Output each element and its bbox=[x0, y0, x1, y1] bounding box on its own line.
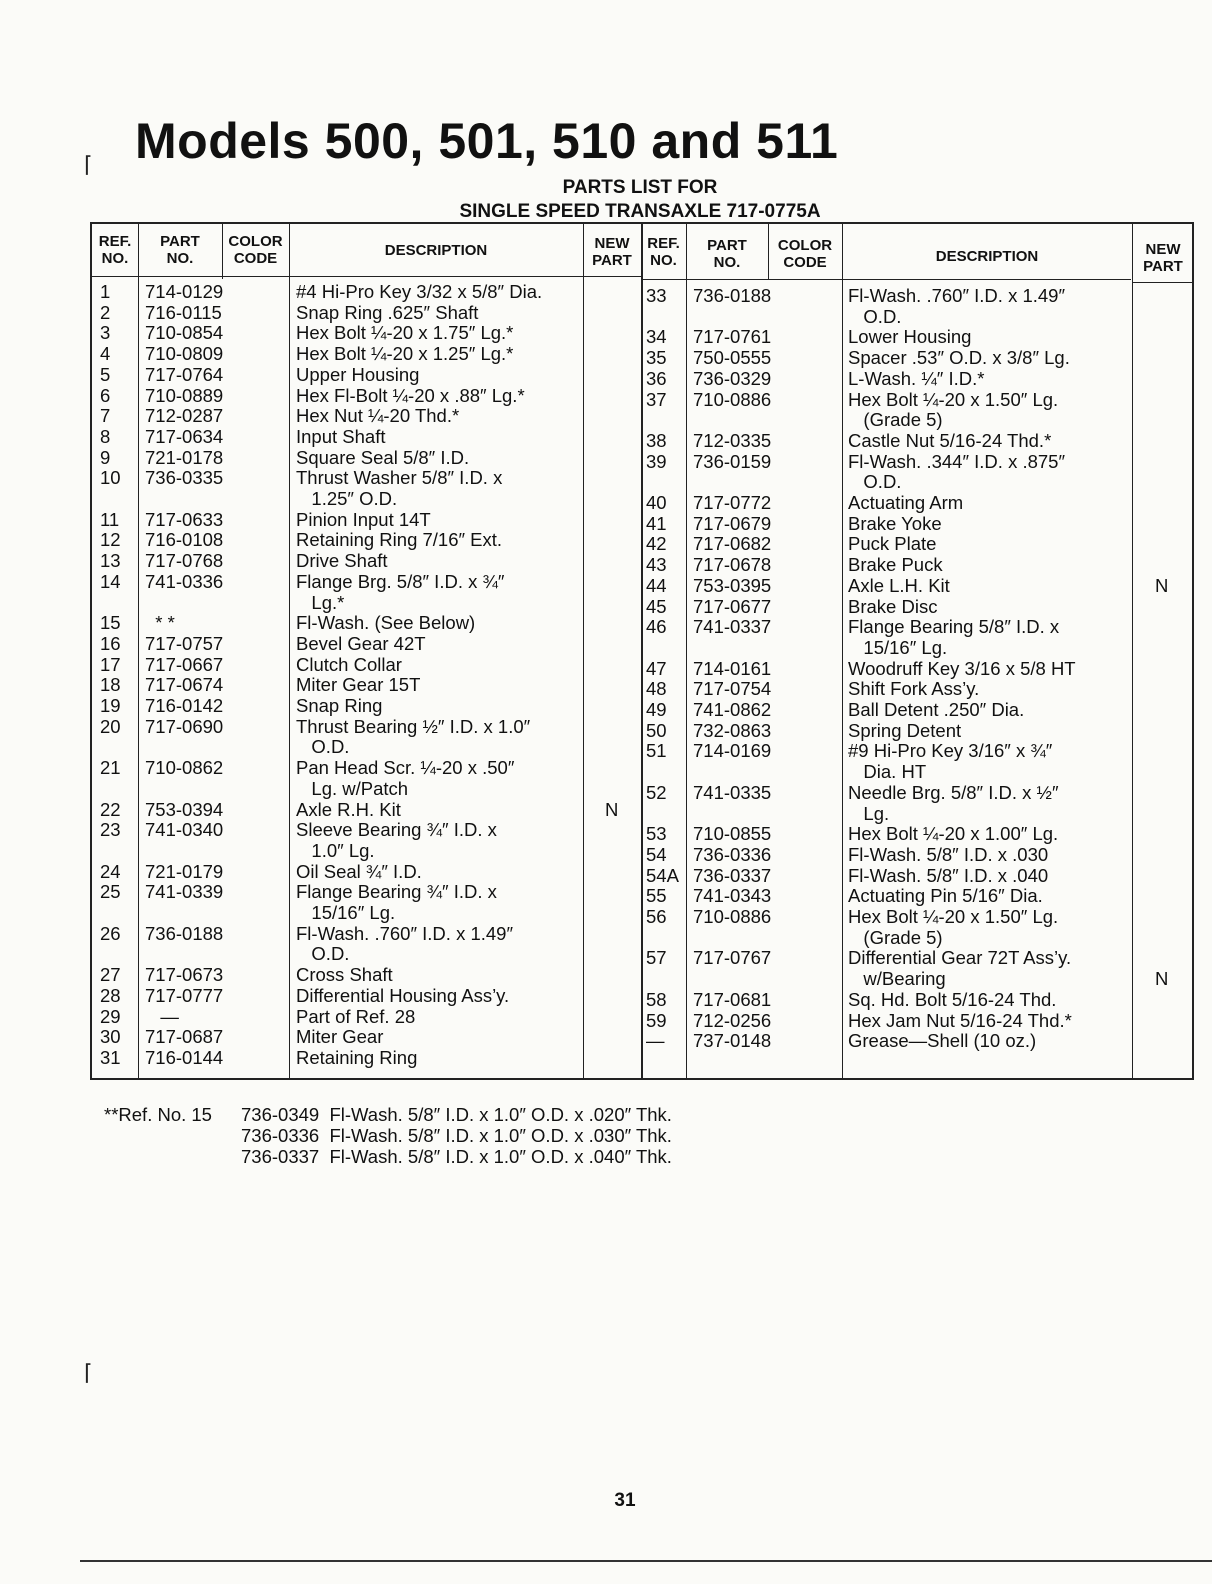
part-no-cell: 741-0339 bbox=[145, 881, 224, 903]
part-no-cell: 736-0159 bbox=[693, 450, 772, 472]
description-cell: 1.25″ O.D. bbox=[296, 488, 398, 509]
ref-cell: 57 bbox=[646, 947, 667, 969]
table-row bbox=[92, 369, 1192, 390]
subtitle-line-1: PARTS LIST FOR bbox=[562, 177, 718, 198]
ref-cell: 54A bbox=[646, 864, 679, 886]
ref-cell: 59 bbox=[646, 1009, 667, 1031]
description-cell: Lg. w/Patch bbox=[296, 777, 409, 799]
scan-mark-bottom: ⌈ bbox=[84, 1360, 93, 1385]
table-row bbox=[92, 555, 1192, 576]
header-description: DESCRIPTION bbox=[384, 241, 488, 259]
description-cell: Retaining Ring bbox=[296, 1046, 418, 1068]
part-no-cell: 717-0673 bbox=[145, 964, 224, 986]
description-cell: 1.0″ Lg. bbox=[296, 839, 375, 861]
page-title: Models 500, 501, 510 and 511 bbox=[135, 113, 839, 169]
ref-cell: 14 bbox=[100, 570, 121, 592]
description-cell: Lower Housing bbox=[848, 326, 972, 348]
description-cell: Bevel Gear 42T bbox=[296, 632, 426, 654]
ref-cell: 10 bbox=[100, 467, 121, 489]
description-cell: L-Wash. ¼″ I.D.* bbox=[848, 367, 985, 389]
ref-cell: 51 bbox=[646, 740, 667, 762]
ref-cell: 39 bbox=[646, 450, 667, 472]
description-cell: Hex Bolt ¼-20 x 1.50″ Lg. bbox=[848, 388, 1059, 410]
ref-cell: 46 bbox=[646, 616, 667, 638]
part-no-cell: 736-0329 bbox=[693, 367, 772, 389]
ref-cell: 21 bbox=[100, 757, 121, 779]
description-cell: Hex Nut ¼-20 Thd.* bbox=[296, 405, 460, 427]
part-no-cell: 717-0772 bbox=[693, 492, 772, 513]
header-ref-no: REF. NO. bbox=[98, 233, 132, 267]
description-cell: Part of Ref. 28 bbox=[296, 1005, 416, 1027]
description-cell: Actuating Arm bbox=[848, 492, 964, 513]
description-cell: Oil Seal ¾″ I.D. bbox=[296, 860, 422, 882]
ref-cell: 31 bbox=[100, 1046, 121, 1068]
table-row bbox=[92, 617, 1192, 638]
part-no-cell: 721-0178 bbox=[145, 446, 224, 468]
part-no-cell: 741-0335 bbox=[693, 781, 772, 803]
part-no-cell: 717-0764 bbox=[145, 363, 224, 385]
description-cell: Flange Brg. 5/8″ I.D. x ¾″ bbox=[296, 570, 505, 592]
part-no-cell: 717-0674 bbox=[145, 674, 224, 696]
part-no-cell: 716-0108 bbox=[145, 529, 224, 551]
ref-cell: 13 bbox=[100, 550, 121, 572]
description-cell: 15/16″ Lg. bbox=[296, 902, 396, 923]
description-cell: Spacer .53″ O.D. x 3/8″ Lg. bbox=[848, 347, 1070, 369]
description-cell: Hex Bolt ¼-20 x 1.25″ Lg.* bbox=[296, 343, 514, 365]
table-row bbox=[92, 700, 1192, 721]
description-cell: Shift Fork Ass’y. bbox=[848, 678, 980, 700]
description-cell: Flange Bearing 5/8″ I.D. x bbox=[848, 616, 1060, 638]
description-cell: Puck Plate bbox=[848, 533, 937, 555]
part-no-cell: 736-0336 bbox=[693, 843, 772, 865]
part-no-cell: 712-0256 bbox=[693, 1009, 772, 1031]
ref-cell: 15 bbox=[100, 612, 121, 634]
description-cell: Flange Bearing ¾″ I.D. x bbox=[296, 881, 497, 903]
ref-cell: 20 bbox=[100, 715, 121, 737]
description-cell: w/Bearing bbox=[848, 968, 946, 990]
new-part-cell: N bbox=[1155, 574, 1169, 596]
description-cell: Miter Gear 15T bbox=[296, 674, 421, 696]
table-row bbox=[92, 928, 1192, 949]
header-description-right: DESCRIPTION bbox=[935, 247, 1039, 265]
ref-cell: 40 bbox=[646, 492, 667, 513]
part-no-cell: 753-0395 bbox=[693, 574, 772, 596]
table-row bbox=[92, 845, 1192, 866]
description-cell: Castle Nut 5/16-24 Thd.* bbox=[848, 429, 1052, 451]
ref-cell: 28 bbox=[100, 984, 121, 1006]
ref-cell: 2 bbox=[100, 301, 111, 323]
header-rule bbox=[92, 276, 641, 277]
part-no-cell: 710-0862 bbox=[145, 757, 224, 779]
part-no-cell: 717-0667 bbox=[145, 653, 224, 675]
ref-cell: 25 bbox=[100, 881, 121, 903]
ref-cell: 58 bbox=[646, 988, 667, 1010]
ref-cell: 19 bbox=[100, 695, 121, 716]
description-cell: Pan Head Scr. ¼-20 x .50″ bbox=[296, 757, 515, 779]
header-part-no: PART NO. bbox=[160, 233, 200, 267]
ref-cell: 55 bbox=[646, 885, 667, 907]
part-no-cell: 741-0337 bbox=[693, 616, 772, 638]
description-cell: Cross Shaft bbox=[296, 964, 393, 986]
part-no-cell: 736-0188 bbox=[693, 285, 772, 306]
part-no-cell: 714-0129 bbox=[145, 281, 224, 302]
description-cell: Miter Gear bbox=[296, 1026, 384, 1048]
ref-cell: 24 bbox=[100, 860, 121, 882]
part-no-cell: 717-0678 bbox=[693, 554, 772, 576]
description-cell: (Grade 5) bbox=[848, 409, 943, 431]
table-row bbox=[92, 576, 1192, 597]
bottom-rule bbox=[80, 1560, 1212, 1562]
part-no-cell: — bbox=[145, 1005, 179, 1027]
description-cell: Fl-Wash. 5/8″ I.D. x .040 bbox=[848, 864, 1049, 886]
description-cell: Thrust Bearing ½″ I.D. x 1.0″ bbox=[296, 715, 531, 737]
ref-cell: 3 bbox=[100, 322, 111, 344]
description-cell: 15/16″ Lg. bbox=[848, 636, 948, 658]
ref-cell: 52 bbox=[646, 781, 667, 803]
description-cell: Retaining Ring 7/16″ Ext. bbox=[296, 529, 503, 551]
ref-cell: 34 bbox=[646, 326, 667, 348]
ref-cell: 54 bbox=[646, 843, 667, 865]
description-cell: Brake Yoke bbox=[848, 512, 942, 534]
description-cell: Hex Fl-Bolt ¼-20 x .88″ Lg.* bbox=[296, 384, 525, 406]
ref-cell: 26 bbox=[100, 922, 121, 944]
ref-cell: 48 bbox=[646, 678, 667, 700]
description-cell: Snap Ring bbox=[296, 695, 383, 716]
header-color-code-right: COLOR CODE bbox=[777, 237, 833, 271]
ref-cell: 37 bbox=[646, 388, 667, 410]
ref-cell: 49 bbox=[646, 699, 667, 720]
description-cell: #9 Hi-Pro Key 3/16″ x ¾″ bbox=[848, 740, 1053, 762]
part-no-cell: 710-0889 bbox=[145, 384, 224, 406]
description-cell: Clutch Collar bbox=[296, 653, 402, 675]
part-no-cell: 736-0335 bbox=[145, 467, 224, 489]
ref-cell: 8 bbox=[100, 425, 111, 447]
table-row bbox=[92, 721, 1192, 742]
subtitle-line-2: SINGLE SPEED TRANSAXLE 717-0775A bbox=[459, 201, 821, 222]
part-no-cell: 717-0757 bbox=[145, 632, 224, 654]
description-cell: Hex Bolt ¼-20 x 1.75″ Lg.* bbox=[296, 322, 514, 344]
table-row bbox=[92, 907, 1192, 928]
table-row bbox=[92, 741, 1192, 762]
table-row bbox=[92, 679, 1192, 700]
footnote-line: 736-0337 Fl-Wash. 5/8″ I.D. x 1.0″ O.D. x .040″ Thk. bbox=[241, 1146, 672, 1167]
part-no-cell: 717-0679 bbox=[693, 512, 772, 534]
description-cell: Dia. HT bbox=[848, 761, 927, 783]
description-cell: Hex Jam Nut 5/16-24 Thd.* bbox=[848, 1009, 1072, 1031]
description-cell: Grease—Shell (10 oz.) bbox=[848, 1030, 1037, 1052]
part-no-cell: 717-0768 bbox=[145, 550, 224, 572]
table-row bbox=[92, 866, 1192, 887]
part-no-cell: 716-0115 bbox=[145, 301, 222, 323]
ref-cell: 42 bbox=[646, 533, 667, 555]
ref-cell: 47 bbox=[646, 657, 667, 679]
part-no-cell: 710-0886 bbox=[693, 388, 772, 410]
ref-cell: — bbox=[646, 1030, 665, 1052]
description-cell: Sleeve Bearing ¾″ I.D. x bbox=[296, 819, 497, 841]
description-cell: Hex Bolt ¼-20 x 1.00″ Lg. bbox=[848, 823, 1059, 845]
description-cell: Differential Gear 72T Ass’y. bbox=[848, 947, 1072, 969]
header-new-part-right: NEW PART bbox=[1143, 241, 1183, 275]
table-row bbox=[92, 452, 1192, 473]
table-row bbox=[92, 348, 1192, 369]
ref-cell: 33 bbox=[646, 285, 667, 306]
description-cell: O.D. bbox=[296, 736, 350, 758]
footnote bbox=[104, 1104, 672, 1209]
subtitle bbox=[440, 176, 840, 224]
part-no-cell: 741-0862 bbox=[693, 699, 772, 720]
part-no-cell: 716-0144 bbox=[145, 1046, 224, 1068]
ref-cell: 35 bbox=[646, 347, 667, 369]
header-color-code: COLOR CODE bbox=[228, 233, 283, 267]
scan-mark-top: ⌈ bbox=[84, 152, 93, 177]
description-cell: Needle Brg. 5/8″ I.D. x ½″ bbox=[848, 781, 1059, 803]
header-ref-no-right: REF. NO. bbox=[647, 235, 680, 269]
table-row bbox=[92, 493, 1192, 514]
description-cell: Spring Detent bbox=[848, 719, 962, 741]
table-row bbox=[92, 1011, 1192, 1032]
table-row bbox=[92, 286, 1192, 307]
part-no-cell: 741-0343 bbox=[693, 885, 772, 907]
table-row bbox=[92, 638, 1192, 659]
description-cell: Fl-Wash. (See Below) bbox=[296, 612, 476, 634]
part-no-cell: 721-0179 bbox=[145, 860, 224, 882]
part-no-cell: 717-0681 bbox=[693, 988, 772, 1010]
ref-cell: 30 bbox=[100, 1026, 121, 1048]
description-cell: Ball Detent .250″ Dia. bbox=[848, 699, 1025, 720]
ref-cell: 17 bbox=[100, 653, 121, 675]
ref-cell: 18 bbox=[100, 674, 121, 696]
table-row bbox=[92, 886, 1192, 907]
table-row bbox=[92, 307, 1192, 328]
part-no-cell: 717-0690 bbox=[145, 715, 224, 737]
description-cell: Input Shaft bbox=[296, 425, 386, 447]
part-no-cell: 716-0142 bbox=[145, 695, 224, 716]
table-row bbox=[92, 431, 1192, 452]
ref-cell: 27 bbox=[100, 964, 121, 986]
part-no-cell: 717-0767 bbox=[693, 947, 772, 969]
table-row bbox=[92, 948, 1192, 969]
part-no-cell: 750-0555 bbox=[693, 347, 772, 369]
description-cell: Brake Puck bbox=[848, 554, 943, 576]
description-cell: Axle R.H. Kit bbox=[296, 798, 401, 820]
ref-cell: 44 bbox=[646, 574, 667, 596]
table-row bbox=[92, 327, 1192, 348]
header-rule bbox=[641, 279, 1131, 280]
ref-cell: 22 bbox=[100, 798, 121, 820]
new-part-cell: N bbox=[1155, 968, 1169, 990]
table-row bbox=[92, 390, 1192, 411]
description-cell: Square Seal 5/8″ I.D. bbox=[296, 446, 470, 468]
part-no-cell: 710-0854 bbox=[145, 322, 224, 344]
description-cell: O.D. bbox=[848, 305, 902, 327]
ref-cell: 53 bbox=[646, 823, 667, 845]
part-no-cell: 712-0287 bbox=[145, 405, 224, 427]
description-cell: Fl-Wash. .760″ I.D. x 1.49″ bbox=[848, 285, 1066, 306]
part-no-cell: 736-0188 bbox=[145, 922, 224, 944]
ref-cell: 4 bbox=[100, 343, 111, 365]
part-no-cell: * * bbox=[145, 612, 175, 634]
description-cell: O.D. bbox=[848, 471, 902, 493]
description-cell: Actuating Pin 5/16″ Dia. bbox=[848, 885, 1043, 907]
ref-cell: 45 bbox=[646, 595, 667, 617]
part-no-cell: 717-0633 bbox=[145, 508, 224, 530]
parts-list-table bbox=[90, 222, 1194, 1080]
ref-cell: 43 bbox=[646, 554, 667, 576]
ref-cell: 41 bbox=[646, 512, 667, 534]
table-row bbox=[92, 597, 1192, 618]
ref-cell: 36 bbox=[646, 367, 667, 389]
description-cell: Lg. bbox=[848, 802, 890, 824]
part-no-cell: 710-0855 bbox=[693, 823, 772, 845]
description-cell: Lg.* bbox=[296, 591, 345, 613]
table-row bbox=[92, 1031, 1192, 1052]
table-row bbox=[92, 472, 1192, 493]
description-cell: Snap Ring .625″ Shaft bbox=[296, 301, 479, 323]
description-cell: Fl-Wash. .344″ I.D. x .875″ bbox=[848, 450, 1066, 472]
table-row bbox=[92, 762, 1192, 783]
part-no-cell: 710-0886 bbox=[693, 906, 772, 927]
part-no-cell: 741-0336 bbox=[145, 570, 224, 592]
description-cell: Hex Bolt ¼-20 x 1.50″ Lg. bbox=[848, 906, 1059, 927]
table-row bbox=[92, 410, 1192, 431]
ref-cell: 38 bbox=[646, 429, 667, 451]
table-row bbox=[92, 990, 1192, 1011]
ref-cell: 5 bbox=[100, 363, 111, 385]
part-no-cell: 717-0761 bbox=[693, 326, 772, 348]
ref-cell: 12 bbox=[100, 529, 121, 551]
description-cell: Pinion Input 14T bbox=[296, 508, 431, 530]
footnote-label: **Ref. No. 15 bbox=[104, 1104, 212, 1125]
footnote-line: 736-0336 Fl-Wash. 5/8″ I.D. x 1.0″ O.D. x .030″ Thk. bbox=[241, 1125, 672, 1146]
part-no-cell: 717-0777 bbox=[145, 984, 224, 1006]
table-row bbox=[92, 514, 1192, 535]
ref-cell: 29 bbox=[100, 1005, 121, 1027]
description-cell: Drive Shaft bbox=[296, 550, 388, 572]
footnote-line: 736-0349 Fl-Wash. 5/8″ I.D. x 1.0″ O.D. x .020″ Thk. bbox=[241, 1104, 672, 1125]
part-no-cell: 717-0754 bbox=[693, 678, 772, 700]
description-cell: Woodruff Key 3/16 x 5/8 HT bbox=[848, 657, 1076, 679]
ref-cell: 50 bbox=[646, 719, 667, 741]
table-row bbox=[92, 969, 1192, 990]
ref-cell: 23 bbox=[100, 819, 121, 841]
part-no-cell: 753-0394 bbox=[145, 798, 224, 820]
part-no-cell: 732-0863 bbox=[693, 719, 772, 741]
table-row bbox=[92, 659, 1192, 680]
part-no-cell: 717-0687 bbox=[145, 1026, 224, 1048]
description-cell: Thrust Washer 5/8″ I.D. x bbox=[296, 467, 503, 489]
table-row bbox=[92, 824, 1192, 845]
description-cell: Axle L.H. Kit bbox=[848, 574, 950, 596]
new-part-cell: N bbox=[605, 798, 619, 820]
part-no-cell: 717-0634 bbox=[145, 425, 224, 447]
description-cell: Fl-Wash. .760″ I.D. x 1.49″ bbox=[296, 922, 514, 944]
description-cell: (Grade 5) bbox=[848, 926, 943, 948]
part-no-cell: 741-0340 bbox=[145, 819, 224, 841]
table-row bbox=[92, 783, 1192, 804]
part-no-cell: 736-0337 bbox=[693, 864, 772, 886]
ref-cell: 1 bbox=[100, 281, 111, 302]
part-no-cell: 717-0682 bbox=[693, 533, 772, 555]
ref-cell: 6 bbox=[100, 384, 111, 406]
table-row bbox=[92, 804, 1192, 825]
ref-cell: 16 bbox=[100, 632, 121, 654]
description-cell: O.D. bbox=[296, 943, 350, 965]
part-no-cell: 737-0148 bbox=[693, 1030, 772, 1052]
ref-cell: 7 bbox=[100, 405, 111, 427]
part-no-cell: 712-0335 bbox=[693, 429, 772, 451]
header-new-part: NEW PART bbox=[592, 235, 632, 269]
description-cell: Sq. Hd. Bolt 5/16-24 Thd. bbox=[848, 988, 1057, 1010]
description-cell: #4 Hi-Pro Key 3/32 x 5/8″ Dia. bbox=[296, 281, 543, 302]
page-number: 31 bbox=[614, 1490, 636, 1511]
part-no-cell: 717-0677 bbox=[693, 595, 772, 617]
part-no-cell: 714-0169 bbox=[693, 740, 772, 762]
description-cell: Fl-Wash. 5/8″ I.D. x .030 bbox=[848, 843, 1049, 865]
part-no-cell: 714-0161 bbox=[693, 657, 772, 679]
header-part-no-right: PART NO. bbox=[707, 237, 747, 271]
ref-cell: 9 bbox=[100, 446, 111, 468]
ref-cell: 56 bbox=[646, 906, 667, 927]
part-no-cell: 710-0809 bbox=[145, 343, 224, 365]
ref-cell: 11 bbox=[100, 508, 120, 530]
description-cell: Brake Disc bbox=[848, 595, 938, 617]
description-cell: Differential Housing Ass’y. bbox=[296, 984, 510, 1006]
table-row bbox=[92, 534, 1192, 555]
description-cell: Upper Housing bbox=[296, 363, 420, 385]
